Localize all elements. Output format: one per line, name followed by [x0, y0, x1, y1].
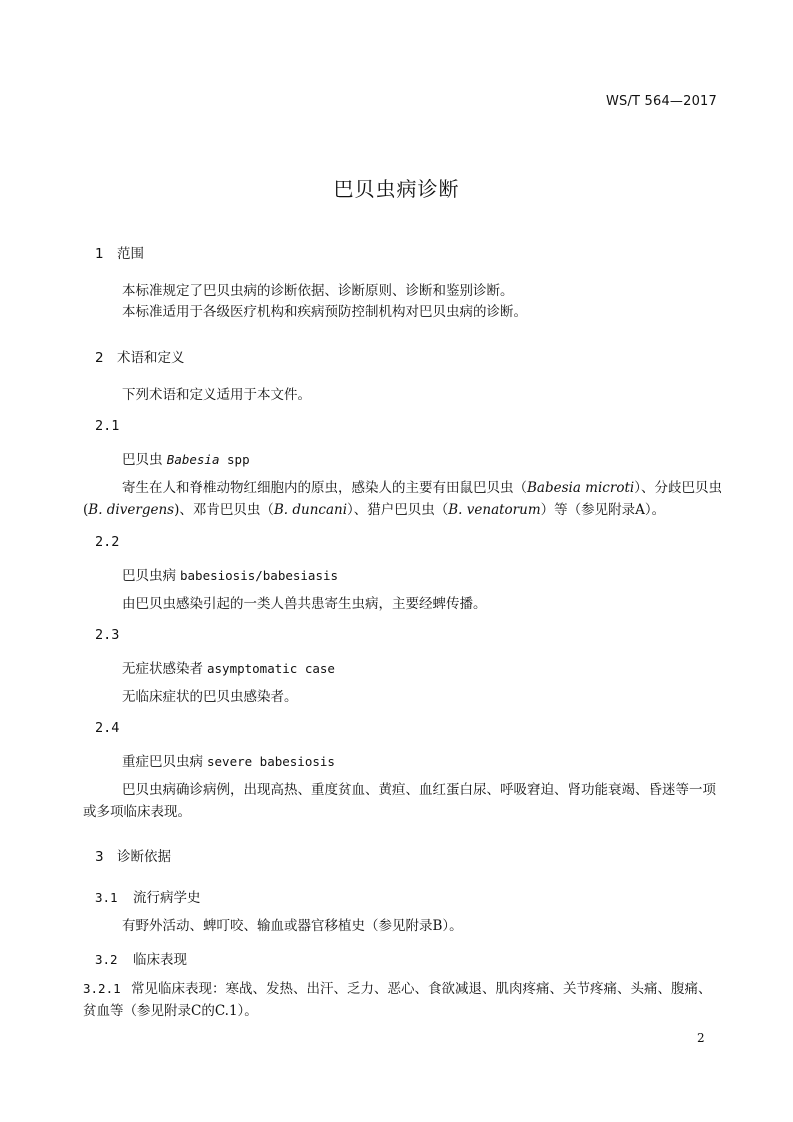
- term-zh: 巴贝虫: [122, 452, 163, 468]
- term-entry: [122, 564, 338, 584]
- clause-3-2-1: [83, 978, 723, 1022]
- subsection-heading: [95, 948, 187, 968]
- term-en-suffix: spp: [227, 452, 250, 467]
- section-1-heading: [95, 242, 144, 262]
- section-3-heading: [95, 845, 171, 865]
- section-title: 诊断依据: [117, 849, 171, 865]
- term-entry: [122, 750, 335, 770]
- section-title: 范围: [117, 246, 144, 262]
- section-number: 3: [95, 849, 104, 865]
- subsection-title: 流行病学史: [133, 890, 201, 906]
- paragraph: 有野外活动、蜱叮咬、输血或器官移植史（参见附录B）。: [122, 918, 463, 934]
- clause-text: 常见临床表现：寒战、发热、出汗、乏力、恶心、食欲减退、肌肉疼痛、关节疼痛、头痛、腹痛、贫血等（参见附录C的C.1）。: [83, 981, 712, 1019]
- term-en: Babesia: [166, 452, 220, 467]
- section-2-heading: [95, 346, 185, 366]
- term-definition: 由巴贝虫感染引起的一类人兽共患寄生虫病，主要经蜱传播。: [122, 596, 487, 612]
- page-title: 巴贝虫病诊断: [333, 177, 460, 201]
- species-name: B. divergens: [88, 501, 175, 518]
- subsection-title: 临床表现: [133, 952, 187, 968]
- term-zh: 巴贝虫病: [122, 568, 176, 584]
- species-name: Babesia microti: [527, 480, 635, 496]
- term-en: babesiosis/babesiasis: [180, 568, 339, 583]
- term-definition: 巴贝虫病确诊病例，出现高热、重度贫血、黄疸、血红蛋白尿、呼吸窘迫、肾功能衰竭、昏迷等一项或多项临床表现。: [83, 782, 716, 820]
- text-run: ）、猎户巴贝虫（: [347, 501, 449, 518]
- species-name: B. venatorum: [448, 501, 541, 518]
- page-number: 2: [697, 1031, 705, 1045]
- paragraph: 本标准适用于各级医疗机构和疾病预防控制机构对巴贝虫病的诊断。: [122, 304, 527, 320]
- paragraph: 下列术语和定义适用于本文件。: [122, 387, 311, 403]
- term-definition: [83, 478, 723, 521]
- paragraph: 本标准规定了巴贝虫病的诊断依据、诊断原则、诊断和鉴别诊断。: [122, 283, 514, 299]
- species-name: B. duncani: [273, 501, 348, 518]
- subsection-number: 3.1: [95, 890, 118, 905]
- section-number: 2: [95, 350, 104, 366]
- text-run: 寄生在人和脊椎动物红细胞内的原虫，感染人的主要有田鼠巴贝虫（: [122, 480, 527, 496]
- term-entry: [122, 448, 250, 468]
- standard-code: WS/T 564—2017: [605, 94, 717, 109]
- term-number: 2.1: [95, 418, 120, 434]
- term-en: severe babesiosis: [207, 754, 335, 769]
- section-title: 术语和定义: [117, 350, 185, 366]
- subsection-heading: [95, 886, 201, 906]
- text-run: ）等（参见附录A）。: [540, 501, 666, 518]
- term-number: 2.2: [95, 534, 120, 550]
- section-number: 1: [95, 246, 104, 262]
- term-zh: 无症状感染者: [122, 661, 203, 677]
- term-definition: 无临床症状的巴贝虫感染者。: [122, 689, 298, 705]
- text-run: )、邓肯巴贝虫（: [174, 501, 274, 518]
- clause-number: 3.2.1: [83, 981, 121, 996]
- term-zh: 重症巴贝虫病: [122, 754, 203, 770]
- term-entry: [122, 657, 335, 677]
- text-run: ）、分歧巴贝虫(: [83, 480, 722, 518]
- term-number: 2.3: [95, 627, 120, 643]
- term-number: 2.4: [95, 720, 120, 736]
- term-en: asymptomatic case: [207, 661, 335, 676]
- subsection-number: 3.2: [95, 952, 118, 967]
